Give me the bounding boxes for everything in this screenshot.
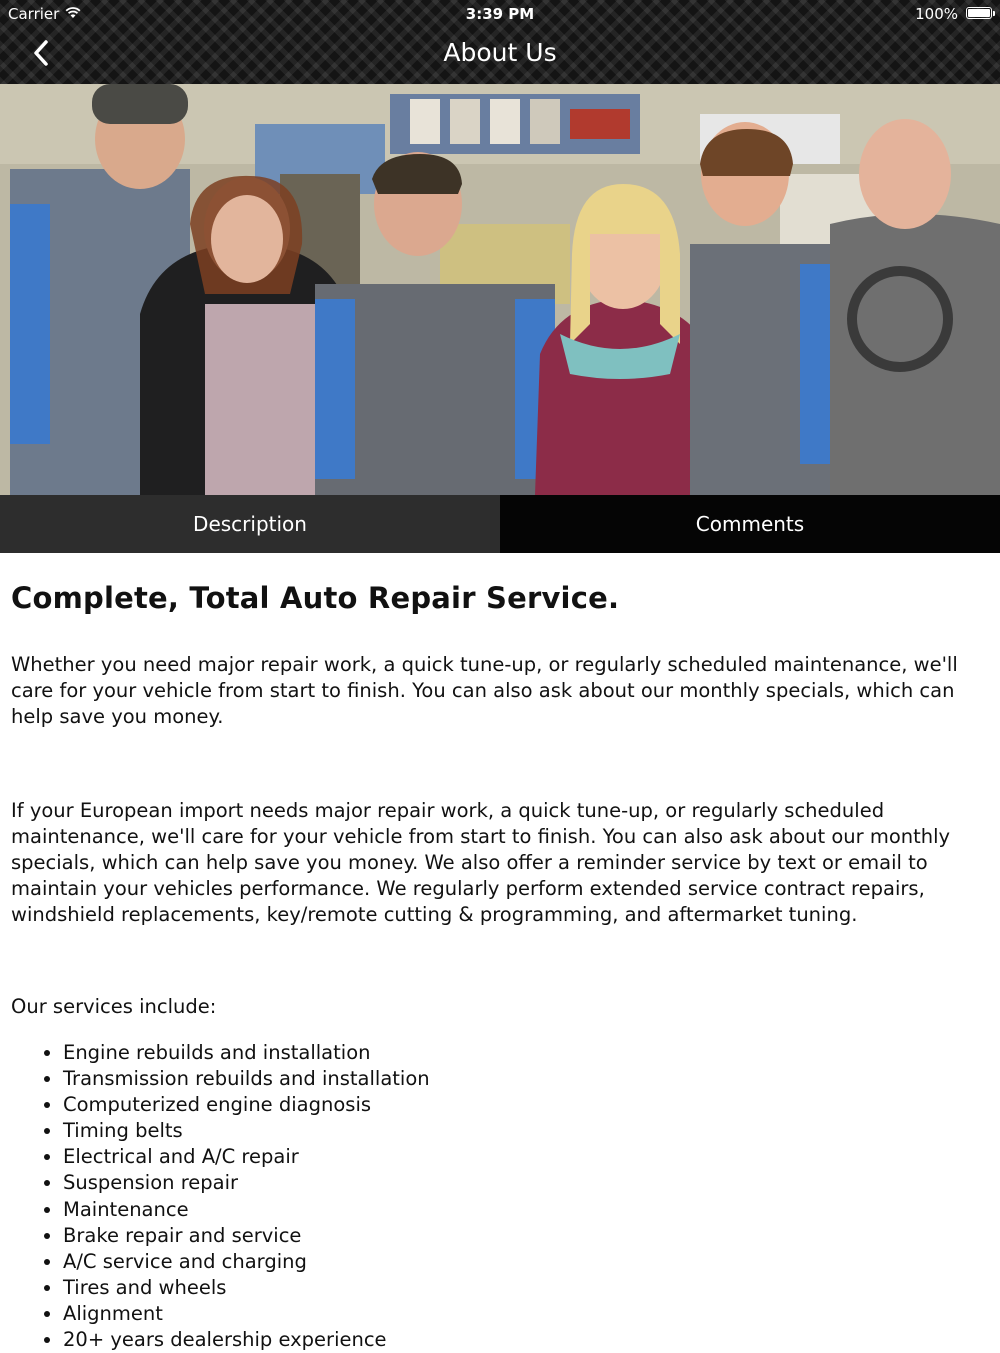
tab-description[interactable]: Description: [0, 495, 500, 553]
list-item: • Computerized engine diagnosis: [63, 1092, 991, 1118]
list-item: • Suspension repair: [63, 1170, 991, 1196]
list-item: • Timing belts: [63, 1118, 991, 1144]
list-item: • Engine rebuilds and installation: [63, 1040, 991, 1066]
team-photo-illustration: [0, 84, 1000, 495]
list-item: • 20+ years dealership experience: [63, 1327, 991, 1353]
list-item: • A/C service and charging: [63, 1249, 991, 1275]
list-item: • Alignment: [63, 1301, 991, 1327]
description-content: [11, 578, 991, 1353]
page-title: About Us: [443, 38, 557, 67]
list-item: • Tires and wheels: [63, 1275, 991, 1301]
paragraph-european: If your European import needs major repair work, a quick tune-up, or regularly scheduled maintenance, we'll care for your vehicle from start to finish. You can also ask about our monthly specials, which can help save you money. We also offer a reminder service by text or email to maintain your vehicles performance. We regularly perform extended service contract repairs, windshield replacements, key/remote cutting & programming, and aftermarket tuning.: [11, 799, 951, 926]
battery-percent: 100%: [915, 5, 958, 23]
tab-bar: [0, 495, 1000, 553]
status-bar: [0, 0, 1000, 28]
carrier-label: Carrier: [8, 5, 60, 23]
list-item: • Transmission rebuilds and installation: [63, 1066, 991, 1092]
header-bar: [0, 0, 1000, 84]
clock: 3:39 PM: [465, 5, 535, 23]
paragraph-intro: Whether you need major repair work, a quick tune-up, or regularly scheduled maintenance, we'll care for your vehicle from start to finish. You can also ask about our monthly specials, which can help save you money.: [11, 653, 958, 728]
services-intro: Our services include:: [11, 995, 217, 1018]
battery-icon: [966, 7, 992, 19]
team-photo: [0, 84, 1000, 495]
content-heading: Complete, Total Auto Repair Service.: [11, 581, 620, 615]
list-item: • Maintenance: [63, 1197, 991, 1223]
list-item: • Brake repair and service: [63, 1223, 991, 1249]
services-list: [11, 1040, 991, 1353]
list-item: • Electrical and A/C repair: [63, 1144, 991, 1170]
tab-comments[interactable]: Comments: [500, 495, 1000, 553]
